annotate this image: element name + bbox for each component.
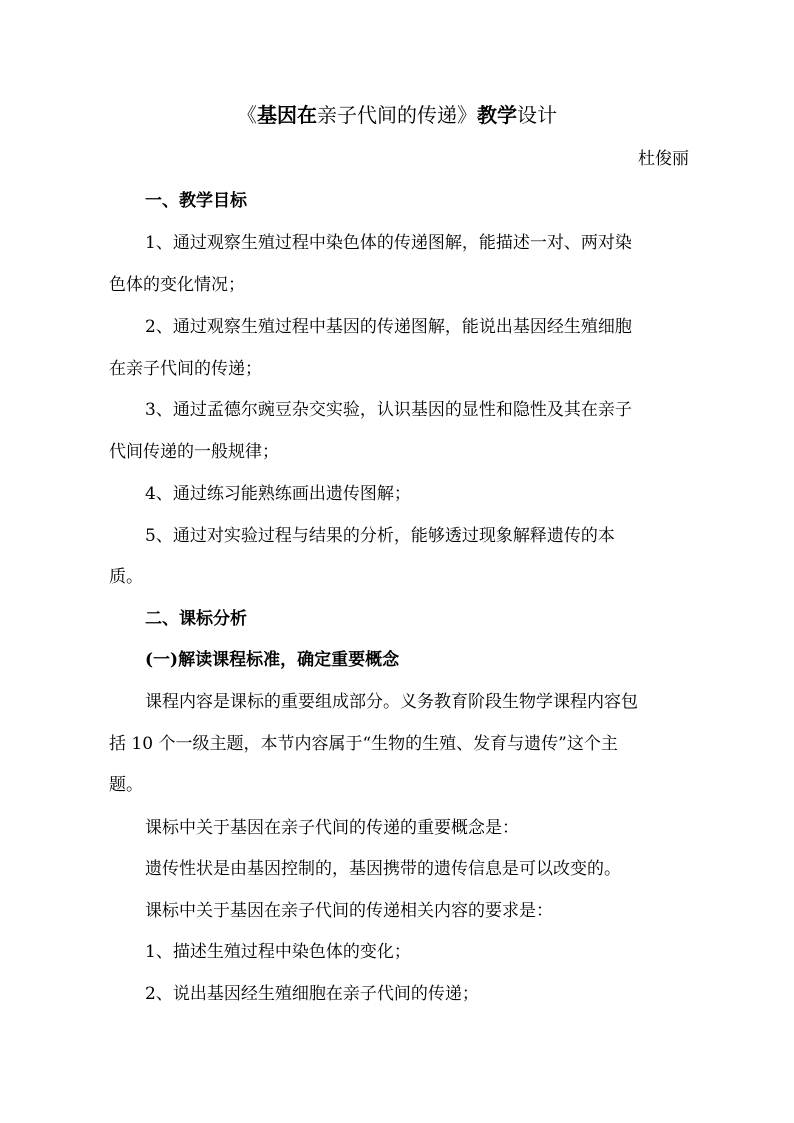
paragraph-line: 1、描述生殖过程中染色体的变化； [145,942,411,962]
title-segment: 亲子代间的传递》 [317,103,477,127]
paragraph-line: 括 10 个一级主题，本节内容属于“生物的生殖、发育与遗传”这个主 [109,734,618,754]
paragraph-line: 课标中关于基因在亲子代间的传递的重要概念是： [145,818,519,838]
subsection-heading: (一)解读课程标准，确定重要概念 [145,650,400,670]
paragraph-line: 2、说出基因经生殖细胞在亲子代间的传递； [145,984,479,1004]
title-open-bracket: 《 [237,103,257,127]
paragraph-line: 1、通过观察生殖过程中染色体的传递图解，能描述一对、两对染 [145,233,632,253]
paragraph-line: 课程内容是课标的重要组成部分。义务教育阶段生物学课程内容包 [145,692,638,712]
paragraph-line: 题。 [109,775,143,795]
paragraph-line: 4、通过练习能熟练画出遗传图解； [145,484,411,504]
title-bold-segment: 基因在 [257,103,317,127]
author-name: 杜俊丽 [638,149,689,169]
paragraph-line: 色体的变化情况； [109,275,245,295]
paragraph-line: 质。 [109,567,143,587]
document-title [0,101,794,129]
section-heading-objectives: 一、教学目标 [145,191,247,211]
paragraph-line: 在亲子代间的传递； [109,359,262,379]
paragraph-line: 2、通过观察生殖过程中基因的传递图解，能说出基因经生殖细胞 [145,317,632,337]
paragraph-line: 3、通过孟德尔豌豆杂交实验，认识基因的显性和隐性及其在亲子 [145,400,632,420]
section-heading-standards: 二、课标分析 [145,609,247,629]
title-bold-segment-2: 教学 [477,103,517,127]
paragraph-line: 5、通过对实验过程与结果的分析，能够透过现象解释遗传的本 [145,526,615,546]
paragraph-line: 课标中关于基因在亲子代间的传递相关内容的要求是： [145,901,553,921]
title-segment-2: 设计 [517,103,557,127]
paragraph-line: 遗传性状是由基因控制的，基因携带的遗传信息是可以改变的。 [145,859,621,879]
paragraph-line: 代间传递的一般规律； [109,442,279,462]
